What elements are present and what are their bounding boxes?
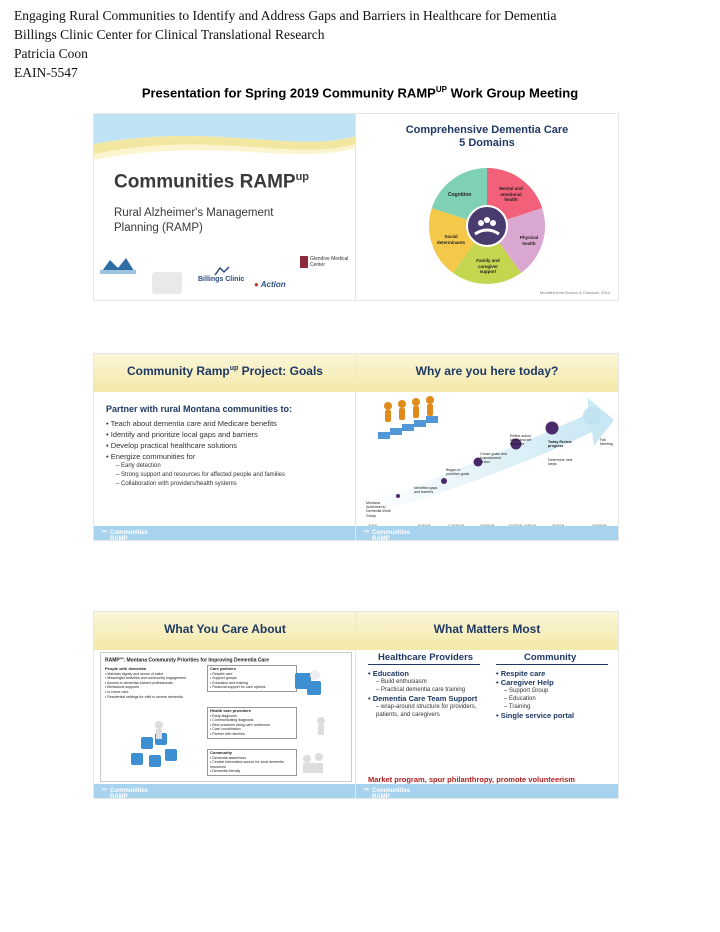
domain-label-family: Family and caregiver support — [476, 258, 500, 274]
presentation-title: Presentation for Spring 2019 Community $RAMP^{UP}$ Work Group Meeting — [141, 85, 579, 101]
group-people: People with dementia • Maintain dignity and sense of value • Meaningful activities and community engagement • Access to dementia-trained professionals • Behavioral supports • In-home care • Residential settings for mild to severe dementia — [105, 666, 186, 699]
slide6-title: What Matters Most — [433, 622, 541, 636]
list-item: • Develop practical healthcare solutions — [106, 441, 238, 450]
slide1-title: Communities $RAMP^{up}$ — [114, 171, 310, 193]
group-community: Community • Dementia awareness • Central information source for local dementia resources • Dementia friendly — [207, 749, 297, 776]
list-item: – Collaboration with providers/health systems — [116, 481, 237, 487]
slide-goals — [94, 354, 356, 540]
card-title: $RAMP^{up}$: Montana Community Priorities for Improving Dementia Care — [105, 656, 269, 664]
column-heading-providers: Healthcare Providers — [378, 652, 474, 663]
list-item: • Teach about dementia care and Medicare benefits — [106, 419, 277, 428]
list-item: – Strong support and resources for affected people and families — [116, 472, 286, 478]
slide-footer: Communities RAMP $^{up}$ — [356, 784, 618, 798]
domain-label-physical: Physical health — [519, 235, 539, 246]
logo-billings-clinic: Billings Clinic — [198, 266, 244, 283]
slide-footer: Communities RAMP $^{up}$ — [356, 526, 618, 540]
slide-what-you-care-about — [94, 612, 356, 798]
header-line-org: Billings Clinic Center for Clinical Translational Research — [14, 27, 325, 42]
slide2-title: Comprehensive Dementia Care 5 Domains — [405, 124, 569, 149]
slide-five-domains — [356, 114, 618, 300]
document-header — [14, 6, 556, 82]
domain-label-social: Social determinants — [436, 234, 466, 245]
slide-timeline — [356, 354, 618, 540]
column-heading-community: Community — [524, 652, 577, 663]
logo-action: ● Action — [254, 280, 286, 289]
slide3-bullets — [106, 418, 350, 489]
group-providers: Health care providers • Early diagnosis • Communicating diagnosis • Best practices along care continuum • Care coordination • Partner with families — [207, 707, 297, 739]
slide1-subtitle: Rural Alzheimer's Management Planning (RAMP) — [114, 207, 274, 234]
decorative-wave — [94, 114, 356, 174]
milestone-label: Began to prioritize goals — [446, 468, 470, 477]
list-item: • Energize communities for — [106, 452, 196, 461]
slide5-title: What You Care About — [164, 622, 286, 636]
providers-column: • Education – Build enthusiasm – Practical dementia care training • Dementia Care Team Support – wrap-around structure for providers, patients, and caregivers — [368, 669, 478, 718]
header-line-id: EAIN-5547 — [14, 65, 78, 80]
domain-label-cognition: Cognition — [448, 192, 472, 198]
slide-title — [94, 114, 356, 300]
domain-label-mental: Mental and emotional health — [499, 186, 523, 202]
milestone-label: Refine action steps and set timelines — [510, 434, 532, 447]
slide3-lead: Partner with rural Montana communities to: — [106, 404, 293, 414]
slide-footer: Communities RAMP $^{up}$ — [94, 526, 356, 540]
list-item: – Early detection — [116, 463, 161, 469]
market-tagline: Market program, spur philanthropy, promote volunteerism — [368, 775, 575, 784]
milestone-label: Chose goals and brainstormed action — [480, 452, 507, 465]
logo-script — [152, 272, 182, 294]
milestone-label: Montana Alzheimer's/ Dementia Work Group — [366, 501, 391, 518]
slide-footer: Communities RAMP $^{up}$ — [94, 784, 356, 798]
slide-what-matters-most — [356, 612, 618, 798]
priorities-card — [100, 652, 352, 782]
header-line-author: Patricia Coon — [14, 46, 88, 61]
slide3-title: Community Ramp$^{up}$ Project: Goals — [127, 364, 323, 378]
community-column: • Respite care • Caregiver Help – Support Group – Education – Training • Single service portal — [496, 669, 575, 720]
slide2-credit: Modified from Borson & Chodosh, 2014 — [539, 290, 610, 295]
slide4-title: Why are you here today? — [415, 364, 559, 378]
milestone-label: Today Review progress — [548, 440, 572, 449]
puzzle-illustrations — [101, 653, 351, 781]
milestone-label: Fall Meeting — [600, 438, 613, 447]
group-care-partners: Care partners • Respite care • Support groups • Education and training • Financial support for care options — [207, 665, 297, 692]
logo-glendive: Glendive Medical Center — [300, 256, 352, 268]
milestone-label: Determine next steps — [548, 458, 573, 467]
logo-mountains — [98, 254, 138, 276]
milestone-label: Identified gaps and barriers — [414, 486, 438, 495]
header-line-title: Engaging Rural Communities to Identify and Address Gaps and Barriers in Healthcare for Dementia — [14, 8, 557, 23]
list-item: • Identify and prioritize local gaps and barriers — [106, 430, 258, 439]
